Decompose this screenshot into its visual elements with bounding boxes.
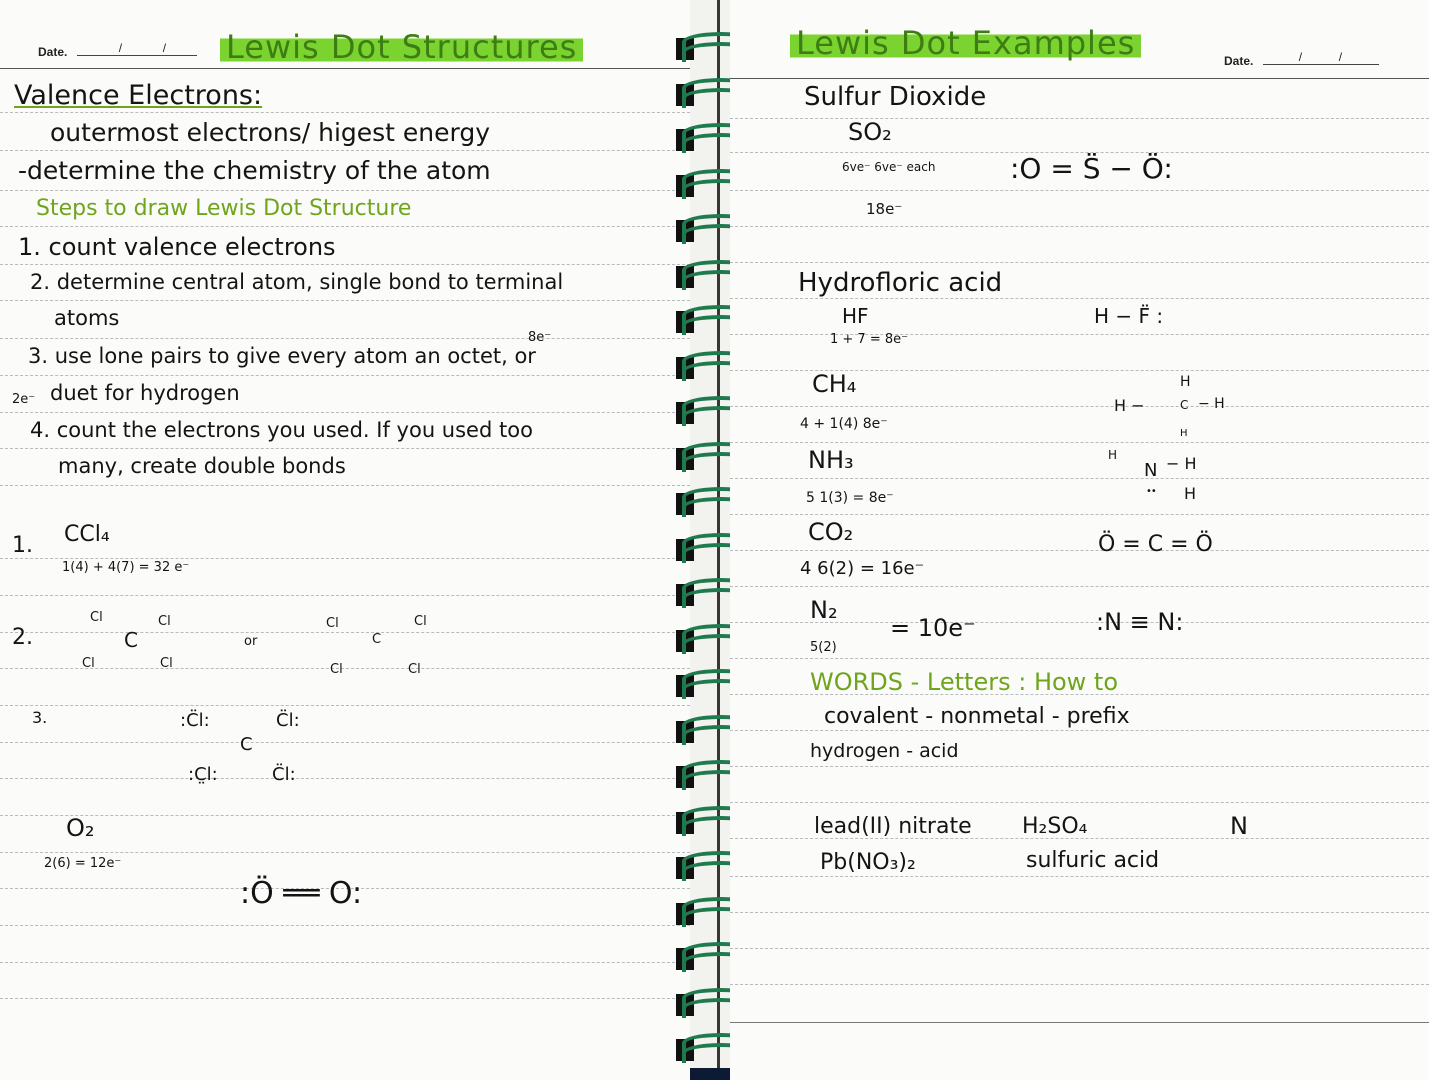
formula: CH₄ — [812, 370, 857, 398]
example-number: 3. — [32, 708, 48, 727]
page-title — [220, 28, 583, 66]
date-field — [1224, 52, 1379, 68]
electron-total: = 10e⁻ — [890, 614, 976, 642]
atom-label: Cl — [330, 662, 343, 677]
footer-rule — [730, 1022, 1429, 1023]
page-title-text: Lewis Dot Examples — [790, 24, 1141, 62]
compound-name: lead(II) nitrate — [814, 814, 972, 839]
section-heading: Valence Electrons: — [14, 80, 263, 111]
step-item: atoms — [54, 306, 120, 330]
formula: N — [1230, 812, 1248, 840]
atom-label: C — [1180, 398, 1189, 412]
header-rule — [0, 68, 690, 69]
o2-structure: :Ö ══ O: — [240, 876, 363, 911]
atom-label: Cl — [160, 656, 173, 671]
atom-label: N — [1144, 460, 1158, 481]
notebook-cover-edge — [690, 1068, 730, 1080]
step-item: 1. count valence electrons — [18, 233, 336, 261]
or-label: or — [244, 634, 258, 649]
definition-line: outermost electrons/ higest energy — [50, 118, 491, 147]
example-number: 2. — [12, 625, 33, 650]
electron-calc: 2(6) = 12e⁻ — [44, 856, 122, 871]
atom-label: − H — [1166, 454, 1197, 473]
electron-calc: 1(4) + 4(7) = 32 e⁻ — [62, 560, 190, 575]
date-field — [38, 43, 197, 59]
formula-o2: O₂ — [66, 814, 95, 842]
electron-total: 18e⁻ — [866, 200, 903, 218]
date-separator: / — [118, 41, 123, 55]
atom-label: − H — [1198, 396, 1225, 412]
atom-label: C̈l: — [276, 710, 300, 731]
lone-pair: •• — [1146, 486, 1156, 497]
atom-label: Cl — [408, 662, 421, 677]
date-separator: / — [162, 41, 167, 55]
atom-label: Cl — [326, 616, 339, 631]
step-item: 2. determine central atom, single bond to terminal — [30, 270, 564, 294]
atom-label: C — [124, 628, 138, 652]
steps-heading: Steps to draw Lewis Dot Structure — [36, 196, 412, 221]
date-label: Date. — [1224, 54, 1254, 68]
naming-heading: WORDS - Letters : How to — [810, 668, 1119, 696]
naming-rule: covalent - nonmetal - prefix — [824, 704, 1130, 729]
electron-calc: 4 6(2) = 16e⁻ — [800, 558, 925, 579]
page-title-text: Lewis Dot Structures — [220, 28, 583, 66]
formula: Pb(NO₃)₂ — [820, 850, 916, 875]
atom-label: Cl — [82, 656, 95, 671]
electron-calc: 1 + 7 = 8e⁻ — [830, 332, 908, 347]
atom-label: H − — [1114, 396, 1145, 415]
step-item: 4. count the electrons you used. If you used too — [30, 418, 533, 442]
step-item: many, create double bonds — [58, 454, 346, 478]
step-item: 3. use lone pairs to give every atom an octet, or — [28, 344, 536, 368]
atom-label: H — [1184, 484, 1197, 503]
lewis-structure-n2: :N ≡ N: — [1096, 608, 1184, 636]
step-item: duet for hydrogen — [50, 381, 240, 405]
date-separator: / — [1298, 50, 1303, 64]
formula-ccl4: CCl₄ — [64, 522, 110, 547]
formula: HF — [842, 304, 869, 328]
atom-label: Cl — [90, 610, 103, 625]
atom-label: C — [240, 734, 253, 755]
atom-label: :C̈l: — [180, 710, 210, 731]
formula: H₂SO₄ — [1022, 814, 1088, 839]
right-notebook-page — [730, 0, 1429, 1080]
atom-label: H — [1180, 428, 1188, 439]
date-label: Date. — [38, 45, 68, 59]
naming-rule: hydrogen - acid — [810, 740, 959, 762]
date-line — [77, 43, 197, 56]
lewis-structure-so2: :O = S̈ − Ö: — [1010, 152, 1173, 185]
compound-name: Hydrofloric acid — [798, 268, 1003, 298]
date-separator: / — [1338, 50, 1343, 64]
atom-label: :C̤l: — [188, 764, 218, 785]
octet-note: 8e⁻ — [528, 330, 552, 345]
compound-name: sulfuric acid — [1026, 848, 1160, 873]
formula: N₂ — [810, 596, 838, 624]
lewis-structure-hf: H − F̈ : — [1094, 304, 1164, 328]
formula: NH₃ — [808, 446, 854, 474]
date-line — [1263, 52, 1379, 65]
electron-calc: 6ve⁻ 6ve⁻ each — [842, 160, 936, 174]
header-rule — [730, 78, 1429, 79]
atom-label: Cl — [414, 614, 427, 629]
duet-note: 2e⁻ — [12, 392, 36, 407]
electron-calc: 5 1(3) = 8e⁻ — [806, 490, 894, 506]
definition-line: -determine the chemistry of the atom — [18, 156, 491, 185]
page-title — [790, 24, 1141, 62]
left-notebook-page — [0, 0, 690, 1080]
atom-label: H — [1180, 374, 1191, 390]
example-number: 1. — [12, 533, 33, 558]
atom-label: H — [1108, 448, 1118, 462]
electron-calc: 5(2) — [810, 640, 837, 655]
atom-label: C — [372, 632, 382, 647]
atom-label: Cl — [158, 614, 171, 629]
atom-label: C̈l: — [272, 764, 296, 785]
electron-calc: 4 + 1(4) 8e⁻ — [800, 416, 888, 432]
lewis-structure-co2: Ö = C = Ö — [1098, 532, 1213, 557]
formula: CO₂ — [808, 518, 854, 546]
compound-name: Sulfur Dioxide — [804, 82, 987, 112]
formula: SO₂ — [848, 118, 892, 146]
